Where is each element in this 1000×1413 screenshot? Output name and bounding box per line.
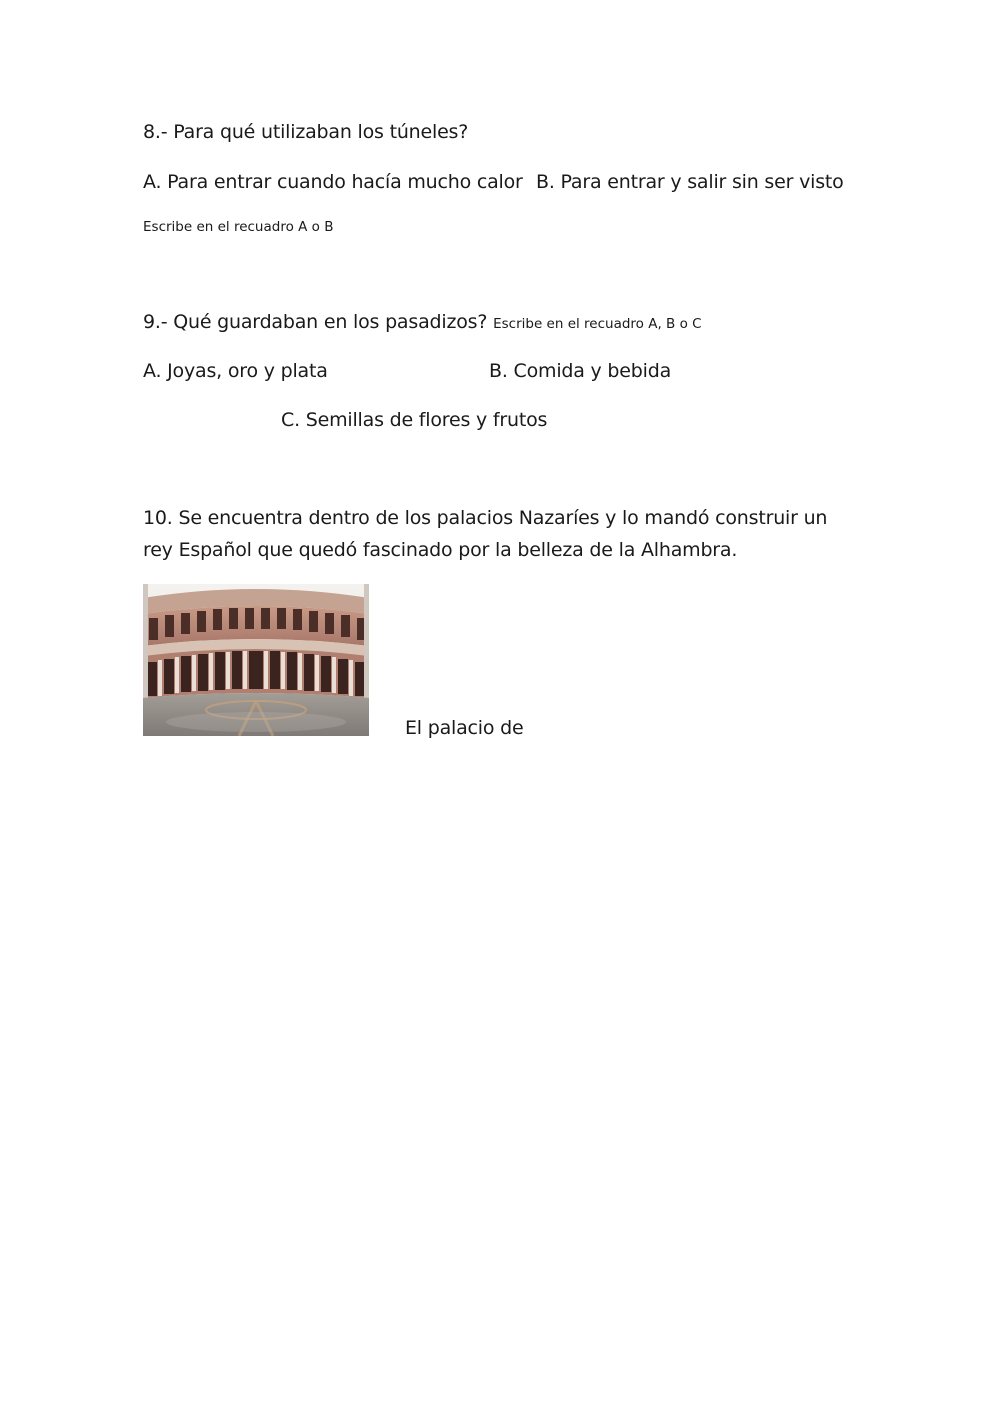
question-8-text: 8.- Para qué utilizaban los túneles? <box>143 121 469 143</box>
answer-label-palace: El palacio de <box>405 717 524 739</box>
question-10-text-line-1: 10. Se encuentra dentro de los palacios Nazaríes y lo mandó construir un <box>143 507 828 529</box>
question-9-instruction: Escribe en el recuadro A, B o C <box>493 316 702 332</box>
question-9-option-b: B. Comida y bebida <box>489 360 672 382</box>
question-9-line <box>143 311 702 333</box>
question-10-text-line-2: rey Español que quedó fascinado por la belleza de la Alhambra. <box>143 539 738 561</box>
question-9-option-c: C. Semillas de flores y frutos <box>281 409 548 431</box>
question-8-option-b: B. Para entrar y salir sin ser visto <box>536 171 844 193</box>
question-8-option-a: A. Para entrar cuando hacía mucho calor <box>143 171 523 193</box>
question-9-text: 9.- Qué guardaban en los pasadizos? <box>143 311 488 333</box>
question-9-option-a: A. Joyas, oro y plata <box>143 360 328 382</box>
question-8-instruction: Escribe en el recuadro A o B <box>143 219 334 235</box>
palace-courtyard-photo <box>143 584 369 736</box>
